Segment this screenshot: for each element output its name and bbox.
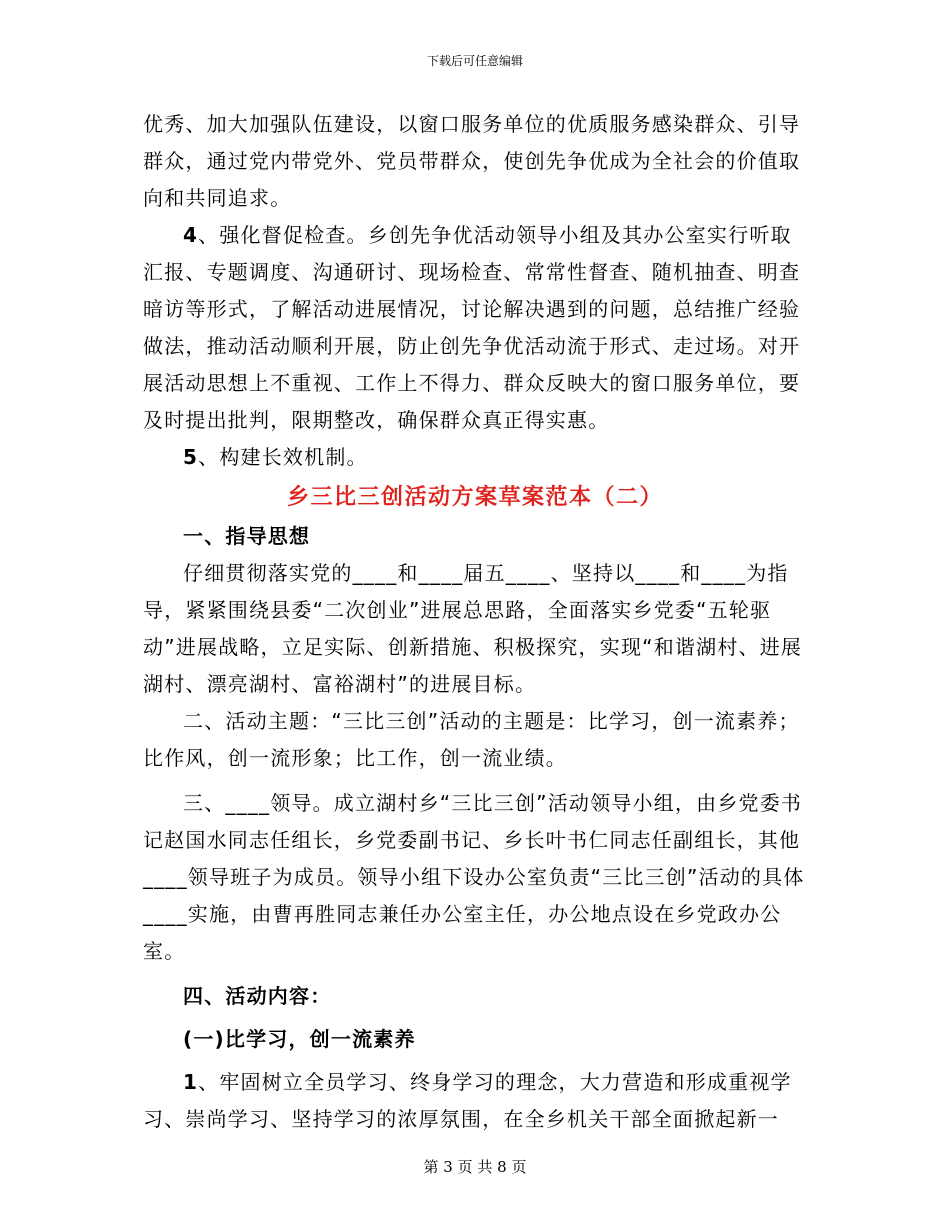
item-number-5: 5 bbox=[183, 445, 199, 469]
paragraph-5-text: 、构建长效机制。 bbox=[198, 445, 368, 469]
section-title: 乡三比三创活动方案草案范本（二） bbox=[286, 485, 663, 510]
heading-activity-content: 四、活动内容： bbox=[183, 984, 332, 1008]
page-footer: 第 3 页 共 8 页 bbox=[423, 1158, 527, 1176]
paragraph-learning-1 bbox=[143, 1064, 807, 1138]
paragraph-1: 优秀、加大加强队伍建设，以窗口服务单位的优质服务感染群众、引导群众，通过党内带党外、党员带群众，使创先争优成为全社会的价值取向和共同追求。 bbox=[143, 112, 801, 210]
heading-guiding-ideology: 一、指导思想 bbox=[183, 524, 311, 548]
page-header: 下载后可任意编辑 bbox=[426, 54, 523, 68]
paragraph-learning-1-text: 、牢固树立全员学习、终身学习的理念，大力营造和形成重视学习、崇尚学习、坚持学习的浓厚氛围，在全乡机关干部全面掀起新一 bbox=[143, 1070, 792, 1131]
paragraph-activity-theme: 二、活动主题：“三比三创”活动的主题是：比学习，创一流素养；比作风，创一流形象；比工作，创一流业绩。 bbox=[143, 709, 800, 770]
item-number-4: 4 bbox=[183, 223, 199, 247]
paragraph-leadership: 三、____领导。成立湖村乡“三比三创”活动领导小组，由乡党委书记赵国水同志任组长，乡党委副书记、乡长叶书仁同志任副组长，其他____领导班子为成员。领导小组下设办公室负责“三比三创”活动的具体____实施，由曹再胜同志兼任办公室主任，办公地点设在乡党政办公室。 bbox=[143, 791, 805, 963]
heading-compare-learning: (一)比学习，创一流素养 bbox=[183, 1027, 416, 1051]
paragraph-4-text: 、强化督促检查。乡创先争优活动领导小组及其办公室实行听取汇报、专题调度、沟通研讨、现场检查、常常性督查、随机抽查、明查暗访等形式，了解活动进展情况，讨论解决遇到的问题，总结推广经验做法，推动活动顺利开展，防止创先争优活动流于形式、走过场。对开展活动思想上不重视、工作上不得力、群众反映大的窗口服务单位，要及时提出批判，限期整改，确保群众真正得实惠。 bbox=[143, 223, 801, 432]
item-number-1: 1 bbox=[183, 1070, 199, 1094]
paragraph-5 bbox=[143, 439, 807, 476]
paragraph-guiding-ideology: 仔细贯彻落实党的____和____届五____、坚持以____和____为指导，紧紧围绕县委“二次创业”进展总思路，全面落实乡党委“五轮驱动”进展战略，立足实际、创新措施、积极探究，实现“和谐湖村、进展湖村、漂亮湖村、富裕湖村”的进展目标。 bbox=[143, 561, 803, 696]
paragraph-4 bbox=[143, 217, 807, 439]
document-body bbox=[143, 106, 807, 1138]
